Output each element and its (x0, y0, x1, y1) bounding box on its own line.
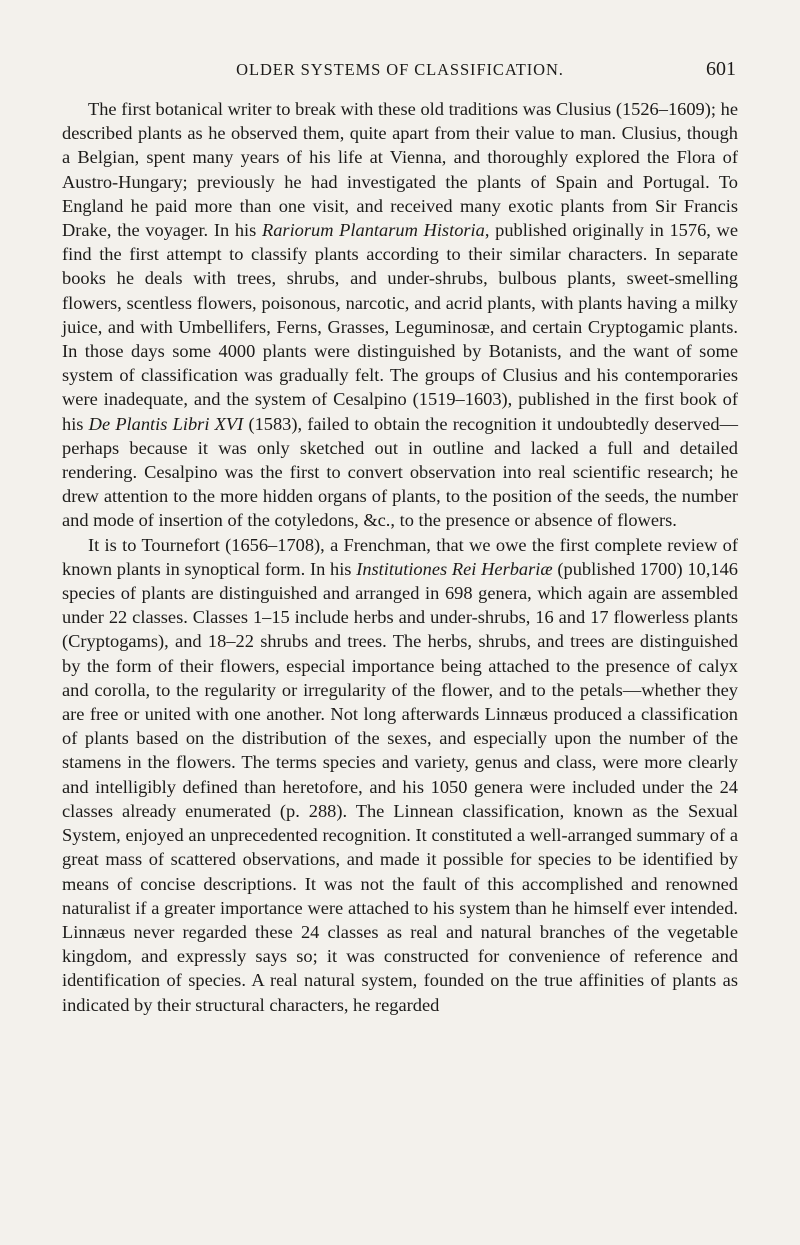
text-run: It is to Tournefort (1656–1708), a Frenchman, that we owe the first complete review of known plants in synoptical form. In his (62, 534, 738, 579)
text-run: (1583), failed to obtain the recognition it undoubtedly deserved—perhaps because it was only sketched out in outline and lacked a full and detailed rendering. Cesalpino was the first to convert observation into real scientific research; he drew attention to the more hidden organs of plants, to the position of the seeds, the number and mode of insertion of the cotyledons, &c., to the presence or absence of flowers. (62, 413, 738, 531)
running-head (62, 60, 738, 84)
text-run: The first botanical writer to break with these old traditions was Clusius (1526–1609); he described plants as he observed them, quite apart from their value to man. Clusius, though a Belgian, spent many years of his life at Vienna, and thoroughly explored the Flora of Austro-Hungary; previously he had investigated the plants of Spain and Portugal. To England he paid more than one visit, and received many exotic plants from Sir Francis Drake, the voyager. In his (62, 99, 738, 241)
book-title: Institutiones Rei Herbariæ (356, 558, 553, 579)
book-title: Rariorum Plantarum Historia (261, 220, 485, 241)
running-title: OLDER SYSTEMS OF CLASSIFICATION. (236, 60, 564, 79)
paragraph (62, 97, 738, 533)
book-title: De Plantis Libri XVI (88, 413, 244, 434)
text-run: (published 1700) 10,146 species of plants are distinguished and arranged in 698 genera, which again are assembled under 22 classes. Classes 1–15 include herbs and under-shrubs, 16 and 17 flowerless plants (Cryptogams), and 18–22 shrubs and trees. The herbs, shrubs, and trees are distinguished by the form of their flowers, especial importance being attached to the presence of calyx and corolla, to the regularity or irregularity of the flower, and to the petals—whether they are free or united with one another. Not long afterwards Linnæus produced a classification of plants based on the distribution of the sexes, and especially upon the number of the stamens in the flowers. The terms species and variety, genus and class, were more clearly and intelligibly defined than heretofore, and his 1050 genera were included under the 24 classes already enumerated (p. 288). The Linnean classification, known as the Sexual System, enjoyed an unprecedented recognition. It constituted a well-arranged summary of a great mass of scattered observations, and made it possible for species to be identified by means of concise descriptions. It was not the fault of this accomplished and renowned naturalist if a greater importance were attached to his system than he himself ever intended. Linnæus never regarded these 24 classes as real and natural branches of the vegetable kingdom, and expressly says so; it was constructed for convenience of reference and identification of species. A real natural system, founded on the true affinities of plants as indicated by their structural characters, he regarded (62, 558, 738, 1015)
body-text (62, 97, 738, 1017)
text-run: , published originally in 1576, we find the first attempt to classify plants according to their similar characters. In separate books he deals with trees, shrubs, and under-shrubs, bulbous plants, sweet-smelling flowers, scentless flowers, poisonous, narcotic, and acrid plants, with plants having a milky juice, and with Umbellifers, Ferns, Grasses, Leguminosæ, and certain Cryptogamic plants. In those days some 4000 plants were distinguished by Botanists, and the want of some system of classification was gradually felt. The groups of Clusius and his contemporaries were inadequate, and the system of Cesalpino (1519–1603), published in the first book of his (62, 220, 738, 434)
paragraph (62, 533, 738, 1017)
page-number: 601 (706, 58, 736, 80)
book-page (62, 0, 738, 1245)
